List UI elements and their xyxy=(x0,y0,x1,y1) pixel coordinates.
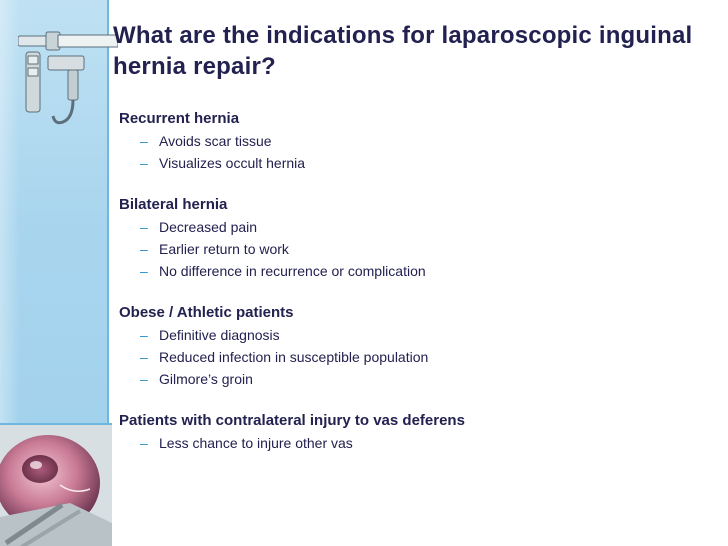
dash-bullet-icon: – xyxy=(140,435,148,451)
section-vas-deferens xyxy=(119,410,719,454)
section-heading: Recurrent hernia xyxy=(119,110,240,127)
dash-bullet-icon: – xyxy=(140,133,148,149)
dash-bullet-icon: – xyxy=(140,241,148,257)
list-item: – Gilmore’s groin xyxy=(119,368,719,390)
list-item: – Visualizes occult hernia xyxy=(119,152,719,174)
section-heading: Obese / Athletic patients xyxy=(119,304,294,321)
dash-bullet-icon: – xyxy=(140,349,148,365)
list-item: – Less chance to injure other vas xyxy=(119,432,719,454)
section-bilateral-hernia xyxy=(119,194,719,282)
sub-bullet-list xyxy=(119,130,719,174)
list-item: – Avoids scar tissue xyxy=(119,130,719,152)
section-recurrent-hernia xyxy=(119,108,719,174)
section-heading: Bilateral hernia xyxy=(119,196,228,213)
sub-bullet-list xyxy=(119,216,719,282)
dash-bullet-icon: – xyxy=(140,327,148,343)
dash-bullet-icon: – xyxy=(140,263,148,279)
list-item: – Definitive diagnosis xyxy=(119,324,719,346)
list-item: – Decreased pain xyxy=(119,216,719,238)
dash-bullet-icon: – xyxy=(140,219,148,235)
sub-bullet-list xyxy=(119,324,719,390)
list-item: – Reduced infection in susceptible population xyxy=(119,346,719,368)
section-heading: Patients with contralateral injury to vas deferens xyxy=(119,412,465,429)
laparoscope-icon xyxy=(18,22,118,132)
dash-bullet-icon: – xyxy=(140,155,148,171)
list-item: – No difference in recurrence or complication xyxy=(119,260,719,282)
sub-bullet-list xyxy=(119,432,719,454)
slide-title: What are the indications for laparoscopic inguinal hernia repair? xyxy=(113,22,693,80)
bullet-content xyxy=(119,108,719,454)
section-obese-athletic xyxy=(119,302,719,390)
laparoscopic-view-image xyxy=(0,423,112,546)
dash-bullet-icon: – xyxy=(140,371,148,387)
list-item: – Earlier return to work xyxy=(119,238,719,260)
